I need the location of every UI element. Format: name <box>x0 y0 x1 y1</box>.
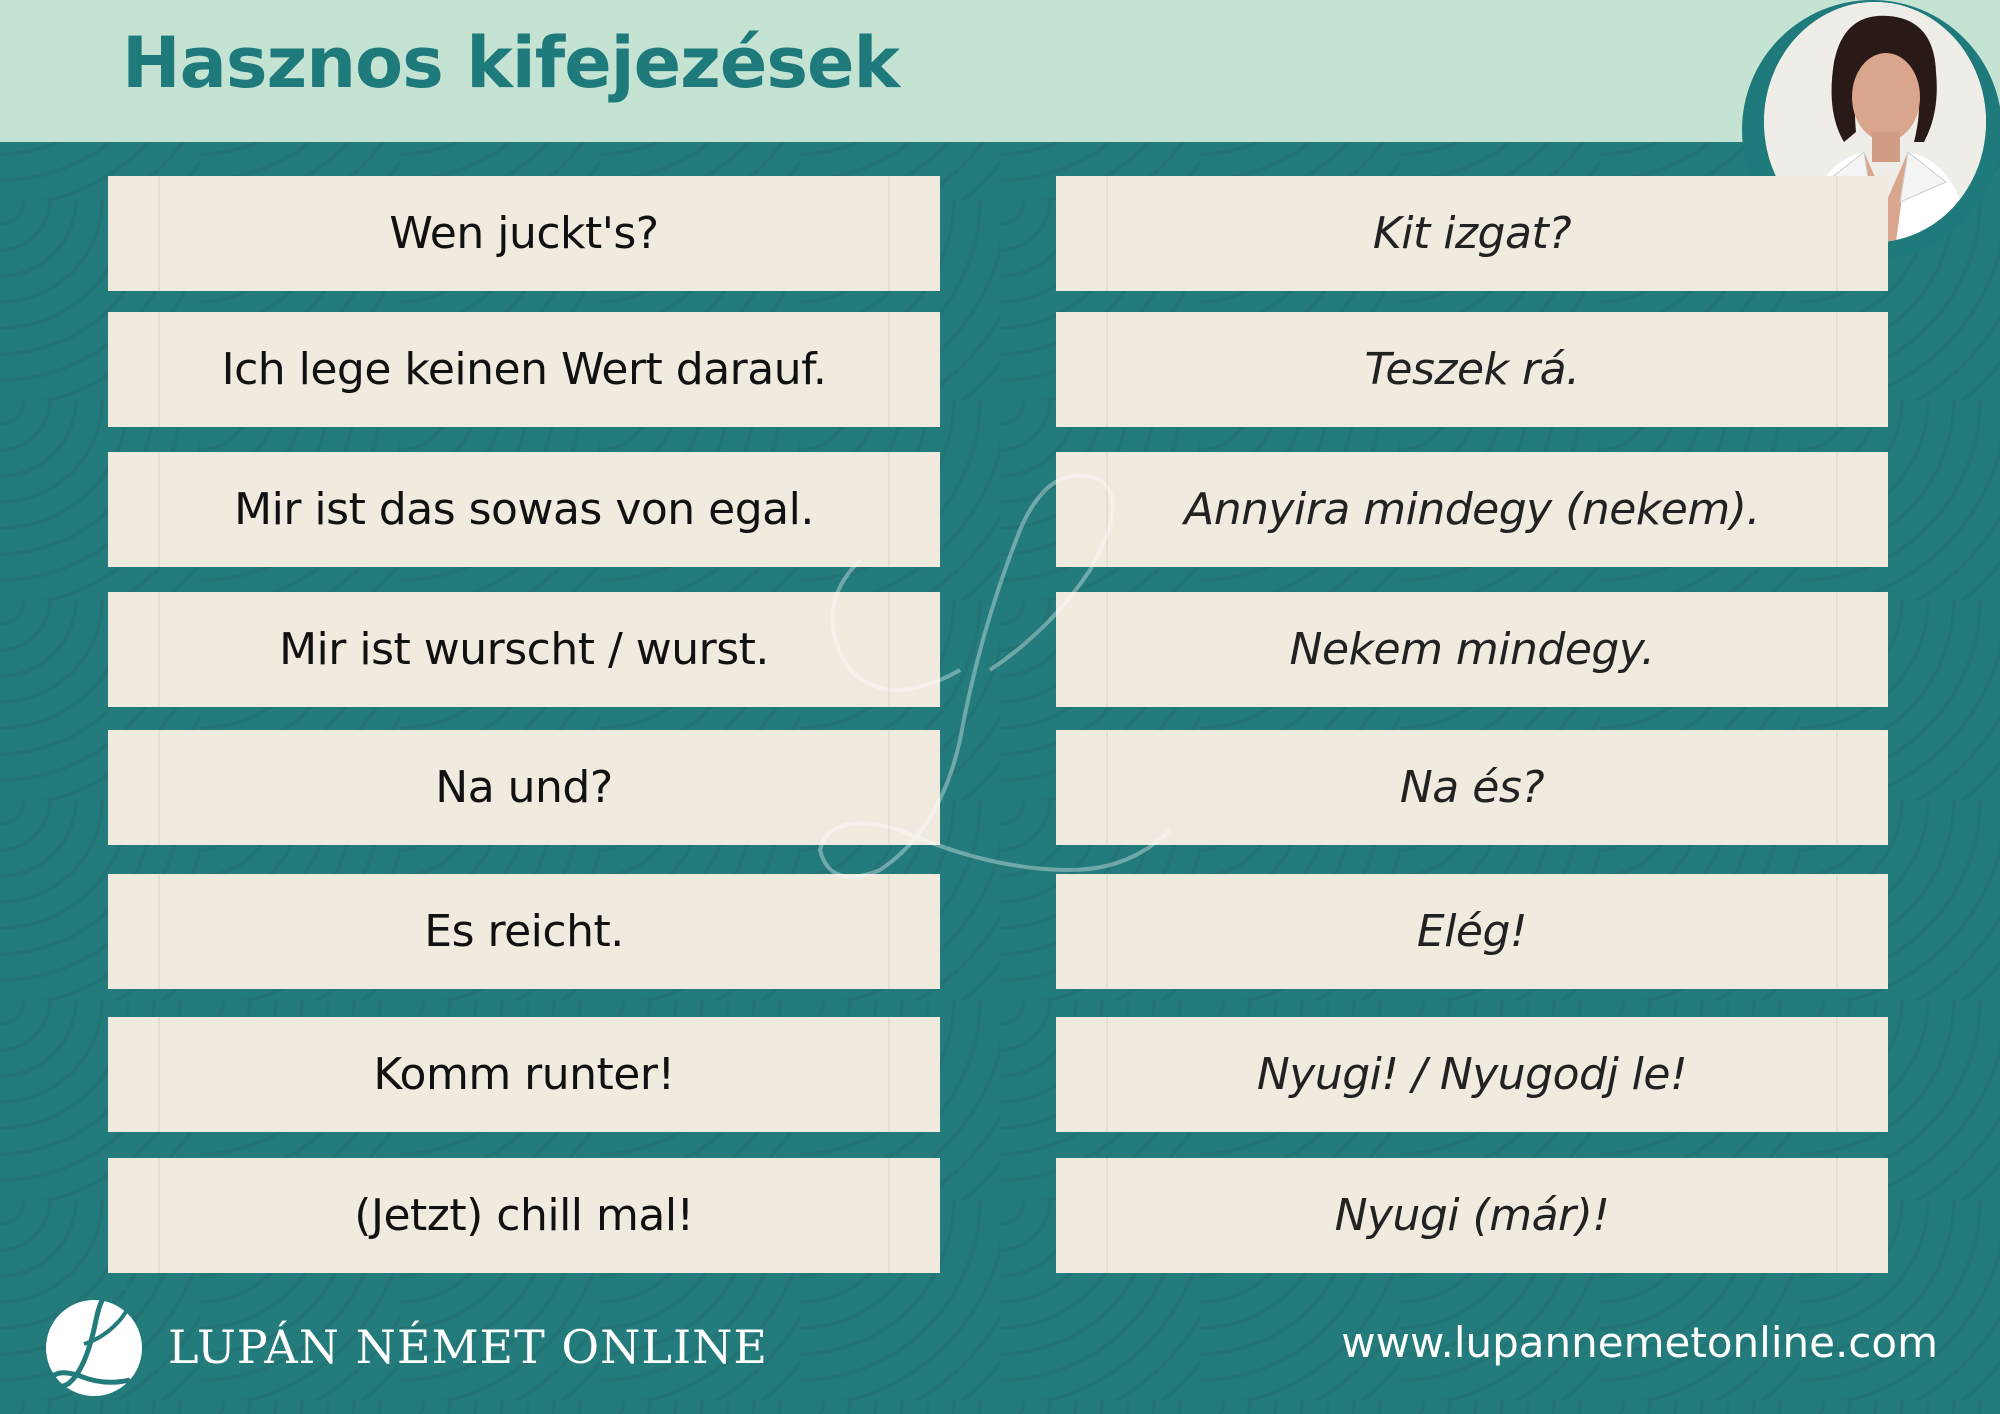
phrase-card-de <box>108 176 940 291</box>
phrase-de: Wen juckt's? <box>389 208 659 259</box>
phrase-hu: Annyira mindegy (nekem). <box>1184 484 1760 535</box>
phrase-card-hu <box>1056 730 1888 845</box>
phrase-card-de <box>108 312 940 427</box>
phrase-card-hu <box>1056 1158 1888 1273</box>
brand-logo-icon <box>34 1280 154 1400</box>
phrase-card-de <box>108 592 940 707</box>
phrase-hu: Nyugi (már)! <box>1334 1190 1610 1241</box>
phrase-hu: Nekem mindegy. <box>1289 624 1655 675</box>
phrase-de: Mir ist wurscht / wurst. <box>279 624 769 675</box>
phrase-de: Mir ist das sowas von egal. <box>234 484 814 535</box>
website-link[interactable]: www.lupannemetonline.com <box>1341 1318 1938 1367</box>
phrase-card-de <box>108 452 940 567</box>
phrase-hu: Elég! <box>1416 906 1528 957</box>
phrase-card-hu <box>1056 1017 1888 1132</box>
phrase-card-hu <box>1056 592 1888 707</box>
phrase-hu: Nyugi! / Nyugodj le! <box>1256 1049 1688 1100</box>
phrase-de: Ich lege keinen Wert darauf. <box>221 344 827 395</box>
phrase-de: Es reicht. <box>424 906 624 957</box>
phrase-hu: Na és? <box>1399 762 1545 813</box>
phrase-card-hu <box>1056 874 1888 989</box>
phrase-de: (Jetzt) chill mal! <box>354 1190 694 1241</box>
page-title: Hasznos kifejezések <box>122 22 900 104</box>
phrase-de: Na und? <box>435 762 613 813</box>
phrase-card-hu <box>1056 312 1888 427</box>
header-band <box>0 0 2000 142</box>
phrase-card-de <box>108 1158 940 1273</box>
brand-name: LUPÁN NÉMET ONLINE <box>168 1320 768 1374</box>
phrase-card-de <box>108 730 940 845</box>
phrase-card-de <box>108 1017 940 1132</box>
phrase-de: Komm runter! <box>373 1049 675 1100</box>
phrase-card-hu <box>1056 176 1888 291</box>
phrase-card-de <box>108 874 940 989</box>
phrase-hu: Teszek rá. <box>1364 344 1580 395</box>
phrase-hu: Kit izgat? <box>1372 208 1572 259</box>
phrase-card-hu <box>1056 452 1888 567</box>
